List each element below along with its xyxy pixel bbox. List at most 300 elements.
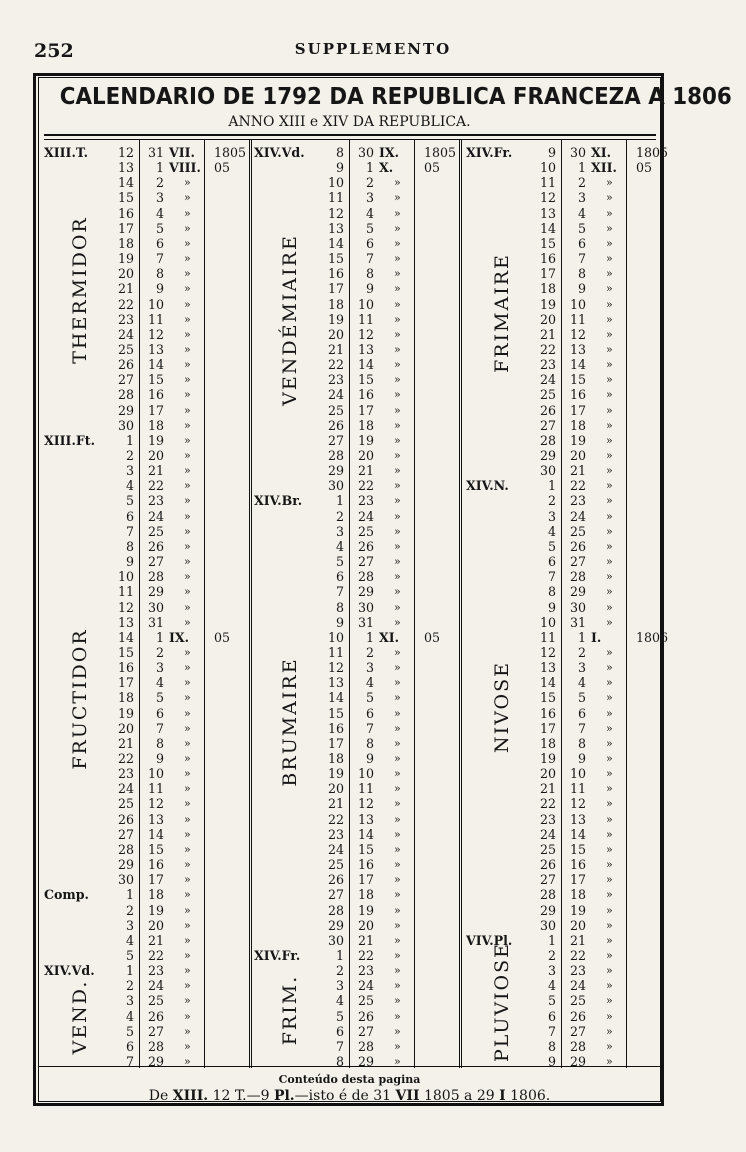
ditto-mark: » <box>184 1055 191 1068</box>
footer-start-month: XIII. <box>172 1088 209 1104</box>
gregorian-day: 13 <box>569 811 586 827</box>
gregorian-day: 24 <box>357 508 374 524</box>
ditto-mark: » <box>184 615 191 629</box>
year: 05 <box>636 160 653 176</box>
republican-day: 14 <box>117 175 134 191</box>
footer-prefix: De <box>148 1088 169 1104</box>
republican-day: 7 <box>335 1038 344 1054</box>
republican-day: 20 <box>539 766 556 782</box>
ditto-mark: » <box>394 888 401 902</box>
table-subtitle: ANNO XIII e XIV DA REPUBLICA. <box>228 114 471 130</box>
ditto-mark: » <box>606 873 613 887</box>
ditto-mark: » <box>184 948 191 962</box>
gregorian-day: 3 <box>155 660 164 676</box>
month-code: XIII.Ft. <box>44 432 95 448</box>
ditto-mark: » <box>184 903 191 917</box>
gregorian-day: 15 <box>357 841 374 857</box>
ditto-mark: » <box>184 297 191 311</box>
gregorian-day: 30 <box>147 599 164 615</box>
ditto-mark: » <box>184 373 191 387</box>
gregorian-day: 1 <box>365 160 374 176</box>
gregorian-day: 11 <box>357 781 374 797</box>
gregorian-day: 15 <box>569 841 586 857</box>
republican-day: 13 <box>539 205 556 221</box>
gregorian-month: X. <box>379 160 394 176</box>
gregorian-day: 22 <box>569 478 586 494</box>
republican-day: 13 <box>117 614 134 630</box>
gregorian-day: 23 <box>147 493 164 509</box>
ditto-mark: » <box>184 600 191 614</box>
ditto-mark: » <box>394 827 401 841</box>
year: 05 <box>214 629 231 645</box>
republican-day: 23 <box>117 766 134 782</box>
ditto-mark: » <box>606 494 613 508</box>
gregorian-day: 16 <box>147 387 164 403</box>
ditto-mark: » <box>394 252 401 266</box>
ditto-mark: » <box>184 827 191 841</box>
ditto-mark: » <box>394 312 401 326</box>
republican-day: 5 <box>547 993 556 1009</box>
ditto-mark: » <box>184 767 191 781</box>
republican-day: 2 <box>547 947 556 963</box>
gregorian-day: 13 <box>147 811 164 827</box>
gregorian-day: 10 <box>147 766 164 782</box>
republican-day: 2 <box>125 978 134 994</box>
ditto-mark: » <box>394 964 401 978</box>
ditto-mark: » <box>606 964 613 978</box>
republican-day: 27 <box>117 826 134 842</box>
ditto-mark: » <box>184 676 191 690</box>
republican-day: 18 <box>327 296 344 312</box>
gregorian-day: 9 <box>155 751 164 766</box>
republican-day: 17 <box>539 266 556 282</box>
day-separator <box>561 140 562 1068</box>
republican-day: 20 <box>327 326 344 342</box>
ditto-mark: » <box>184 873 191 887</box>
gregorian-day: 29 <box>147 584 164 600</box>
republican-day: 11 <box>327 644 344 660</box>
gregorian-day: 29 <box>147 1054 164 1069</box>
gregorian-day: 24 <box>147 978 164 994</box>
republican-day: 21 <box>117 281 134 297</box>
ditto-mark: » <box>184 645 191 659</box>
ditto-mark: » <box>394 418 401 432</box>
gregorian-day: 30 <box>357 145 374 160</box>
gregorian-day: 20 <box>147 448 164 463</box>
gregorian-day: 4 <box>365 675 374 691</box>
gregorian-day: 17 <box>147 872 164 888</box>
gregorian-day: 7 <box>155 251 164 267</box>
republican-day: 9 <box>547 1054 556 1069</box>
ditto-mark: » <box>184 888 191 902</box>
gregorian-day: 3 <box>577 190 586 206</box>
ditto-mark: » <box>394 736 401 750</box>
day-separator <box>139 140 140 1068</box>
ditto-mark: » <box>394 555 401 569</box>
gregorian-day: 5 <box>577 220 586 236</box>
gregorian-day: 31 <box>357 614 374 630</box>
gregorian-day: 4 <box>577 205 586 221</box>
republican-day: 18 <box>539 281 556 297</box>
ditto-mark: » <box>184 236 191 250</box>
republican-day: 1 <box>547 932 556 948</box>
ditto-mark: » <box>184 736 191 750</box>
running-head: SUPPLEMENTO <box>294 40 452 58</box>
ditto-mark: » <box>394 494 401 508</box>
ditto-mark: » <box>606 206 613 220</box>
ditto-mark: » <box>184 464 191 478</box>
gregorian-day: 28 <box>147 569 164 585</box>
gregorian-day: 2 <box>365 175 374 191</box>
ditto-mark: » <box>184 706 191 720</box>
gregorian-day: 25 <box>357 523 374 539</box>
gregorian-day: 19 <box>357 902 374 918</box>
republican-day: 15 <box>327 251 344 267</box>
republican-day: 4 <box>547 523 556 539</box>
ditto-mark: » <box>606 767 613 781</box>
republican-day: 23 <box>539 357 556 373</box>
republican-day: 27 <box>327 432 344 448</box>
republican-day: 17 <box>117 220 134 236</box>
ditto-mark: » <box>606 358 613 372</box>
ditto-mark: » <box>606 221 613 235</box>
gregorian-month: I. <box>591 629 602 645</box>
ditto-mark: » <box>394 236 401 250</box>
republican-day: 25 <box>327 402 344 418</box>
republican-day: 17 <box>539 720 556 736</box>
gregorian-day: 10 <box>569 296 586 312</box>
year: 1805 <box>214 145 247 160</box>
republican-day: 15 <box>327 705 344 721</box>
footer-rule <box>38 1066 661 1067</box>
republican-day: 30 <box>539 463 556 479</box>
gregorian-day: 16 <box>569 857 586 873</box>
gregorian-day: 28 <box>147 1038 164 1054</box>
ditto-mark: » <box>394 645 401 659</box>
gregorian-day: 23 <box>569 493 586 509</box>
republican-day: 21 <box>539 781 556 797</box>
republican-day: 1 <box>547 478 556 494</box>
ditto-mark: » <box>184 782 191 796</box>
republican-day: 9 <box>335 614 344 630</box>
republican-day: 10 <box>327 175 344 191</box>
gregorian-day: 17 <box>569 402 586 418</box>
gregorian-day: 28 <box>569 1038 586 1054</box>
republican-day: 20 <box>117 266 134 282</box>
top-rule <box>44 134 656 136</box>
republican-day: 29 <box>327 917 344 933</box>
republican-day: 19 <box>539 296 556 312</box>
gregorian-day: 26 <box>569 1008 586 1024</box>
ditto-mark: » <box>184 555 191 569</box>
ditto-mark: » <box>606 858 613 872</box>
republican-day: 5 <box>125 1023 134 1039</box>
ditto-mark: » <box>606 1055 613 1068</box>
ditto-mark: » <box>606 585 613 599</box>
gregorian-day: 26 <box>357 538 374 554</box>
gregorian-month: IX. <box>379 145 400 160</box>
gregorian-day: 6 <box>577 235 586 251</box>
ditto-mark: » <box>394 433 401 447</box>
ditto-mark: » <box>184 282 191 296</box>
ditto-mark: » <box>394 585 401 599</box>
gregorian-day: 29 <box>569 1054 586 1069</box>
republican-day: 7 <box>547 569 556 585</box>
ditto-mark: » <box>184 267 191 281</box>
republican-day: 5 <box>335 554 344 570</box>
ditto-mark: » <box>394 327 401 341</box>
gregorian-day: 23 <box>357 963 374 979</box>
republican-day: 3 <box>125 993 134 1009</box>
republican-day: 12 <box>327 205 344 221</box>
republican-day: 13 <box>117 160 134 176</box>
republican-day: 8 <box>547 584 556 600</box>
republican-day: 10 <box>327 629 344 645</box>
republican-day: 23 <box>117 311 134 327</box>
page-number: 252 <box>34 40 74 62</box>
gregorian-day: 23 <box>569 963 586 979</box>
gregorian-day: 15 <box>357 372 374 388</box>
gregorian-day: 20 <box>569 917 586 933</box>
gregorian-day: 22 <box>357 947 374 963</box>
month-label: FRUCTIDOR <box>69 628 91 770</box>
gregorian-day: 14 <box>147 357 164 373</box>
month-label: VEND. <box>69 979 91 1055</box>
gregorian-day: 1 <box>365 629 374 645</box>
ditto-mark: » <box>394 752 401 765</box>
republican-day: 4 <box>335 993 344 1009</box>
ditto-mark: » <box>394 403 401 417</box>
republican-day: 9 <box>335 160 344 176</box>
gregorian-day: 15 <box>569 372 586 388</box>
gregorian-day: 25 <box>147 993 164 1009</box>
ditto-mark: » <box>606 736 613 750</box>
gregorian-day: 30 <box>569 145 586 160</box>
gregorian-day: 26 <box>147 1008 164 1024</box>
republican-day: 29 <box>327 463 344 479</box>
gregorian-day: 11 <box>569 311 586 327</box>
ditto-mark: » <box>606 645 613 659</box>
footer-end-month: Pl. <box>273 1088 295 1104</box>
gregorian-day: 14 <box>357 826 374 842</box>
gregorian-day: 17 <box>357 402 374 418</box>
ditto-mark: » <box>184 312 191 326</box>
gregorian-day: 9 <box>577 281 586 297</box>
gregorian-day: 7 <box>365 720 374 736</box>
footer-caption: Conteúdo desta pagina <box>278 1073 421 1086</box>
ditto-mark: » <box>606 933 613 947</box>
gregorian-day: 3 <box>365 190 374 206</box>
republican-day: 28 <box>117 387 134 403</box>
gregorian-day: 16 <box>357 857 374 873</box>
gregorian-day: 6 <box>365 705 374 721</box>
gregorian-day: 21 <box>147 932 164 948</box>
month-label: BRUMAIRE <box>279 657 301 787</box>
ditto-mark: » <box>184 358 191 372</box>
republican-day: 29 <box>539 448 556 463</box>
ditto-mark: » <box>184 858 191 872</box>
gregorian-month: IX. <box>169 629 190 645</box>
ditto-mark: » <box>394 1039 401 1053</box>
gregorian-day: 21 <box>357 932 374 948</box>
republican-day: 5 <box>125 493 134 509</box>
republican-day: 6 <box>547 554 556 570</box>
republican-day: 26 <box>539 857 556 873</box>
gregorian-day: 15 <box>147 841 164 857</box>
gregorian-day: 12 <box>147 326 164 342</box>
ditto-mark: » <box>394 267 401 281</box>
ditto-mark: » <box>394 812 401 826</box>
month-code: Comp. <box>44 887 89 903</box>
republican-day: 8 <box>125 538 134 554</box>
gregorian-day: 27 <box>147 1023 164 1039</box>
ditto-mark: » <box>184 388 191 402</box>
ditto-mark: » <box>184 433 191 447</box>
republican-day: 21 <box>327 796 344 812</box>
republican-day: 1 <box>125 887 134 903</box>
ditto-mark: » <box>606 539 613 553</box>
date-separator <box>626 140 627 1068</box>
ditto-mark: » <box>184 479 191 493</box>
ditto-mark: » <box>394 342 401 356</box>
month-label: FRIM. <box>279 974 301 1045</box>
republican-day: 5 <box>125 947 134 963</box>
ditto-mark: » <box>606 676 613 690</box>
republican-day: 1 <box>335 947 344 963</box>
ditto-mark: » <box>184 191 191 205</box>
republican-day: 3 <box>335 978 344 994</box>
day-separator <box>349 140 350 1068</box>
gregorian-day: 29 <box>357 1054 374 1069</box>
ditto-mark: » <box>606 449 613 462</box>
republican-day: 30 <box>117 872 134 888</box>
ditto-mark: » <box>606 827 613 841</box>
republican-day: 7 <box>125 523 134 539</box>
republican-day: 1 <box>125 432 134 448</box>
year: 05 <box>424 160 441 176</box>
ditto-mark: » <box>606 812 613 826</box>
gregorian-day: 2 <box>155 175 164 191</box>
gregorian-day: 14 <box>357 357 374 373</box>
gregorian-day: 9 <box>365 281 374 297</box>
gregorian-day: 8 <box>365 735 374 751</box>
gregorian-day: 2 <box>155 644 164 660</box>
republican-day: 18 <box>327 751 344 766</box>
republican-day: 11 <box>117 584 134 600</box>
republican-day: 19 <box>327 311 344 327</box>
gregorian-day: 27 <box>147 554 164 570</box>
ditto-mark: » <box>606 797 613 811</box>
gregorian-day: 18 <box>357 887 374 903</box>
gregorian-day: 1 <box>577 629 586 645</box>
ditto-mark: » <box>606 615 613 629</box>
republican-day: 7 <box>335 584 344 600</box>
gregorian-day: 17 <box>569 872 586 888</box>
gregorian-day: 27 <box>569 1023 586 1039</box>
gregorian-day: 10 <box>357 766 374 782</box>
republican-day: 18 <box>117 690 134 706</box>
gregorian-day: 18 <box>569 887 586 903</box>
republican-day: 6 <box>335 569 344 585</box>
republican-day: 13 <box>327 220 344 236</box>
ditto-mark: » <box>184 1039 191 1053</box>
republican-day: 7 <box>547 1023 556 1039</box>
ditto-mark: » <box>606 524 613 538</box>
ditto-mark: » <box>606 706 613 720</box>
ditto-mark: » <box>394 782 401 796</box>
republican-day: 19 <box>117 705 134 721</box>
ditto-mark: » <box>394 221 401 235</box>
republican-day: 22 <box>117 296 134 312</box>
gregorian-day: 13 <box>569 341 586 357</box>
ditto-mark: » <box>606 1039 613 1053</box>
ditto-mark: » <box>394 373 401 387</box>
gregorian-day: 6 <box>577 705 586 721</box>
gregorian-day: 18 <box>357 417 374 433</box>
ditto-mark: » <box>606 267 613 281</box>
republican-day: 6 <box>335 1023 344 1039</box>
ditto-mark: » <box>184 342 191 356</box>
republican-day: 16 <box>117 660 134 676</box>
ditto-mark: » <box>184 797 191 811</box>
gregorian-day: 3 <box>155 190 164 206</box>
gregorian-day: 6 <box>155 705 164 721</box>
ditto-mark: » <box>606 252 613 266</box>
ditto-mark: » <box>394 767 401 781</box>
footer-mid3: 1805 a 29 <box>423 1088 495 1104</box>
gregorian-day: 7 <box>365 251 374 267</box>
ditto-mark: » <box>184 994 191 1008</box>
republican-day: 29 <box>117 402 134 418</box>
republican-day: 23 <box>327 826 344 842</box>
ditto-mark: » <box>394 524 401 538</box>
republican-day: 12 <box>117 145 134 160</box>
ditto-mark: » <box>394 1009 401 1023</box>
gregorian-day: 15 <box>147 372 164 388</box>
ditto-mark: » <box>394 297 401 311</box>
ditto-mark: » <box>184 721 191 735</box>
gregorian-day: 16 <box>569 387 586 403</box>
gregorian-day: 18 <box>147 417 164 433</box>
republican-day: 2 <box>335 963 344 979</box>
gregorian-day: 23 <box>147 963 164 979</box>
ditto-mark: » <box>606 464 613 478</box>
gregorian-day: 11 <box>147 781 164 797</box>
republican-day: 16 <box>117 205 134 221</box>
republican-day: 16 <box>327 720 344 736</box>
gregorian-day: 4 <box>155 675 164 691</box>
gregorian-day: 1 <box>577 160 586 176</box>
ditto-mark: » <box>606 979 613 993</box>
republican-day: 26 <box>117 357 134 373</box>
ditto-mark: » <box>606 403 613 417</box>
republican-day: 11 <box>539 629 556 645</box>
gregorian-day: 27 <box>569 554 586 570</box>
gregorian-day: 11 <box>569 781 586 797</box>
gregorian-day: 29 <box>357 584 374 600</box>
ditto-mark: » <box>394 661 401 675</box>
ditto-mark: » <box>606 418 613 432</box>
republican-day: 11 <box>327 190 344 206</box>
month-code: XIV.Vd. <box>44 963 95 979</box>
ditto-mark: » <box>394 858 401 872</box>
republican-day: 27 <box>539 872 556 888</box>
ditto-mark: » <box>394 615 401 629</box>
republican-day: 10 <box>539 160 556 176</box>
gregorian-day: 2 <box>577 644 586 660</box>
ditto-mark: » <box>606 312 613 326</box>
gregorian-month: XII. <box>591 160 617 176</box>
